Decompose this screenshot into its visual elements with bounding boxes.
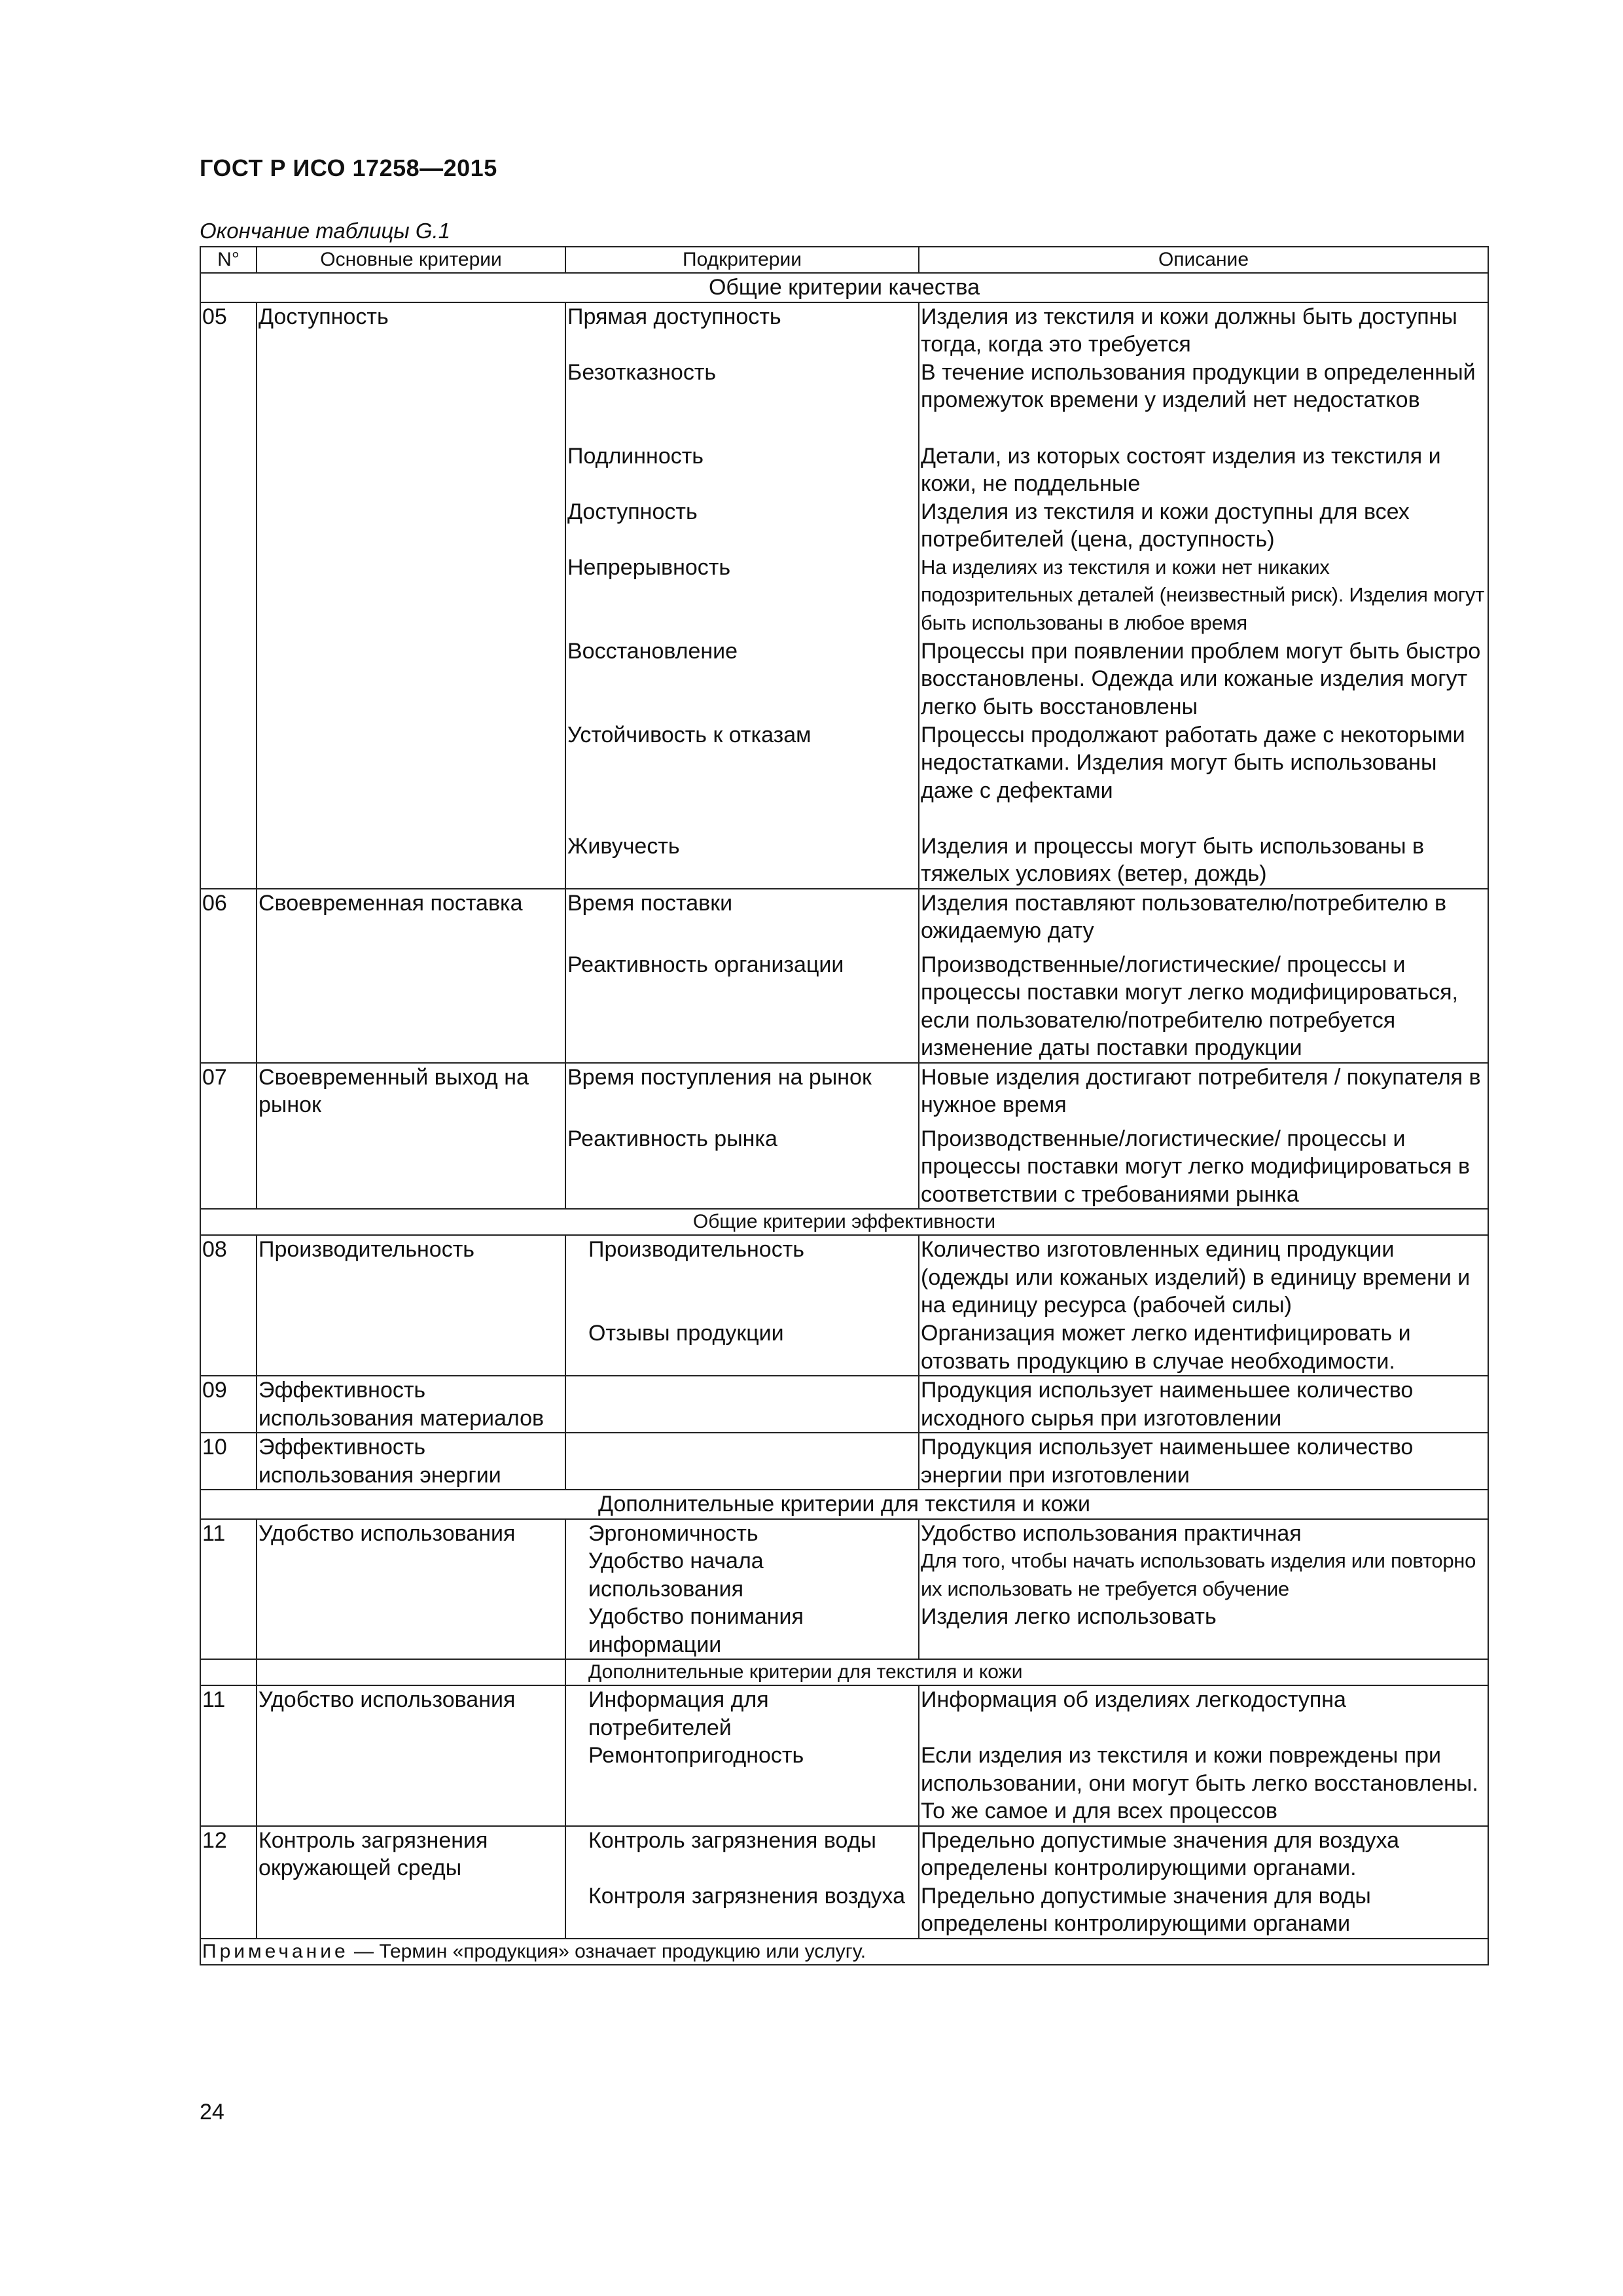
description-item: Изделия и процессы могут быть использованы в тяжелых условиях (ветер, дождь) xyxy=(921,833,1425,886)
table-row xyxy=(200,302,1488,889)
subcriterion: Удобство начала использования xyxy=(588,1549,764,1602)
subcriterion: Подлинность xyxy=(567,443,704,469)
table-row xyxy=(200,1685,1488,1826)
row-subcriteria-empty xyxy=(565,1433,919,1490)
subcriterion: Время поступления на рынок xyxy=(567,1064,872,1090)
column-header-subcriteria: Подкритерии xyxy=(565,247,919,273)
table-row xyxy=(200,1519,1488,1660)
document-title: ГОСТ Р ИСО 17258—2015 xyxy=(200,154,497,181)
description-item: Изделия из текстиля и кожи должны быть доступны тогда, когда это требуется xyxy=(921,304,1457,357)
description-item: Процессы продолжают работать даже с некоторыми недостатками. Изделия могут быть использованы даже с дефектами xyxy=(921,722,1465,803)
row-criterion: Доступность xyxy=(257,302,565,889)
row-number: 12 xyxy=(200,1826,257,1939)
row-criterion: Эффективность использования материалов xyxy=(257,1376,565,1433)
page-number: 24 xyxy=(200,2100,224,2125)
row-description xyxy=(919,1685,1488,1826)
section-row xyxy=(200,273,1488,302)
subcriterion: Ремонтопригодность xyxy=(588,1743,804,1768)
row-subcriteria xyxy=(565,1063,919,1210)
row-description: Продукция использует наименьшее количество исходного сырья при изготовлении xyxy=(919,1376,1488,1433)
subcriterion: Непрерывность xyxy=(567,554,731,580)
row-subcriteria xyxy=(565,1235,919,1376)
row-criterion: Удобство использования xyxy=(257,1685,565,1826)
table-row xyxy=(200,889,1488,1063)
row-description: Продукция использует наименьшее количество энергии при изготовлении xyxy=(919,1433,1488,1490)
section-number-cell-empty xyxy=(200,1659,257,1685)
table-row xyxy=(200,1433,1488,1490)
description-item: Изделия поставляют пользователю/потребителю в ожидаемую дату xyxy=(921,890,1447,943)
column-header-number: N° xyxy=(200,247,257,273)
section-title-efficiency: Общие критерии эффективности xyxy=(200,1209,1488,1235)
description-item: Новые изделия достигают потребителя / покупателя в нужное время xyxy=(921,1064,1481,1117)
description-item: Производственные/логистические/ процессы и процессы поставки могут легко модифицироваться, если пользователю/потребителю потребуется изменение даты поставки продукции xyxy=(921,952,1458,1060)
subcriterion: Время поставки xyxy=(567,890,733,916)
row-criterion: Своевременный выход на рынок xyxy=(257,1063,565,1210)
table-note xyxy=(200,1939,1488,1965)
subcriterion: Живучесть xyxy=(567,833,680,859)
section-row xyxy=(200,1659,1488,1685)
row-number: 10 xyxy=(200,1433,257,1490)
section-row xyxy=(200,1209,1488,1235)
column-header-criteria: Основные критерии xyxy=(257,247,565,273)
row-description xyxy=(919,1063,1488,1210)
subcriterion: Отзывы продукции xyxy=(588,1321,784,1346)
subcriterion: Контроля загрязнения воздуха xyxy=(588,1883,905,1909)
row-subcriteria xyxy=(565,1826,919,1939)
subcriterion: Эргономичность xyxy=(588,1520,758,1546)
table-row xyxy=(200,1063,1488,1210)
row-description xyxy=(919,302,1488,889)
subcriterion: Восстановление xyxy=(567,638,738,664)
subcriterion: Доступность xyxy=(567,499,698,524)
column-header-description: Описание xyxy=(919,247,1488,273)
row-number: 11 xyxy=(200,1519,257,1660)
table-header-row xyxy=(200,247,1488,273)
criteria-table xyxy=(200,246,1489,1965)
description-item: Для того, чтобы начать использовать изделия или повторно их использовать не требуется обучение xyxy=(921,1549,1476,1600)
row-description xyxy=(919,1519,1488,1660)
row-criterion: Своевременная поставка xyxy=(257,889,565,1063)
row-number: 05 xyxy=(200,302,257,889)
description-item: Изделия легко использовать xyxy=(921,1604,1217,1629)
section-title-quality: Общие критерии качества xyxy=(200,273,1488,302)
subcriterion: Производительность xyxy=(588,1237,805,1262)
note-label: Примечание xyxy=(202,1940,349,1962)
subcriterion: Безотказность xyxy=(567,359,717,385)
row-number: 08 xyxy=(200,1235,257,1376)
table-row xyxy=(200,1826,1488,1939)
description-item: Информация об изделиях легкодоступна xyxy=(921,1687,1346,1712)
table-row xyxy=(200,1376,1488,1433)
description-item: Предельно допустимые значения для воздуха определены контролирующими органами. xyxy=(921,1827,1400,1880)
description-item: Удобство использования практичная xyxy=(921,1520,1302,1546)
description-item: Если изделия из текстиля и кожи повреждены при использовании, они могут быть легко восстановлены. То же самое и для всех процессов xyxy=(921,1743,1478,1823)
subcriterion: Устойчивость к отказам xyxy=(567,722,812,747)
row-criterion: Эффективность использования энергии xyxy=(257,1433,565,1490)
row-criterion: Производительность xyxy=(257,1235,565,1376)
subcriterion: Реактивность организации xyxy=(567,952,844,977)
description-item: Организация может легко идентифицировать и отозвать продукцию в случае необходимости. xyxy=(921,1321,1411,1374)
row-number: 11 xyxy=(200,1685,257,1826)
section-title-additional: Дополнительные критерии для текстиля и кожи xyxy=(200,1490,1488,1519)
row-number: 09 xyxy=(200,1376,257,1433)
description-item: Количество изготовленных единиц продукции (одежды или кожаных изделий) в единицу времени и на единицу ресурса (рабочей силы) xyxy=(921,1237,1471,1318)
section-criteria-cell-empty xyxy=(257,1659,565,1685)
row-number: 07 xyxy=(200,1063,257,1210)
note-text: — Термин «продукция» означает продукцию или услугу. xyxy=(348,1940,866,1962)
description-item: В течение использования продукции в определенный промежуток времени у изделий нет недостатков xyxy=(921,359,1476,412)
description-item: На изделиях из текстиля и кожи нет никаких подозрительных деталей (неизвестный риск). Изделия могут быть использованы в любое время xyxy=(921,555,1485,634)
description-item: Производственные/логистические/ процессы и процессы поставки могут легко модифицироваться в соответствии с требованиями рынка xyxy=(921,1126,1471,1207)
section-title-additional-2: Дополнительные критерии для текстиля и кожи xyxy=(565,1659,1488,1685)
row-number: 06 xyxy=(200,889,257,1063)
table-caption: Окончание таблицы G.1 xyxy=(200,219,451,243)
row-subcriteria xyxy=(565,1519,919,1660)
row-subcriteria xyxy=(565,889,919,1063)
description-item: Процессы при появлении проблем могут быть быстро восстановлены. Одежда или кожаные изделия могут легко быть восстановлены xyxy=(921,638,1481,719)
description-item: Предельно допустимые значения для воды определены контролирующими органами xyxy=(921,1883,1371,1936)
row-description xyxy=(919,1235,1488,1376)
subcriterion: Прямая доступность xyxy=(567,304,781,329)
row-subcriteria xyxy=(565,302,919,889)
row-criterion: Контроль загрязнения окружающей среды xyxy=(257,1826,565,1939)
subcriterion: Контроль загрязнения воды xyxy=(588,1827,876,1853)
row-description xyxy=(919,1826,1488,1939)
subcriterion: Реактивность рынка xyxy=(567,1126,777,1151)
row-subcriteria-empty xyxy=(565,1376,919,1433)
description-item: Изделия из текстиля и кожи доступны для всех потребителей (цена, доступность) xyxy=(921,499,1410,552)
subcriterion: Информация для потребителей xyxy=(588,1687,769,1740)
row-subcriteria xyxy=(565,1685,919,1826)
row-criterion: Удобство использования xyxy=(257,1519,565,1660)
description-item: Детали, из которых состоят изделия из текстиля и кожи, не поддельные xyxy=(921,443,1441,496)
note-row xyxy=(200,1939,1488,1965)
row-description xyxy=(919,889,1488,1063)
subcriterion: Удобство понимания информации xyxy=(588,1604,804,1657)
section-row xyxy=(200,1490,1488,1519)
table-row xyxy=(200,1235,1488,1376)
